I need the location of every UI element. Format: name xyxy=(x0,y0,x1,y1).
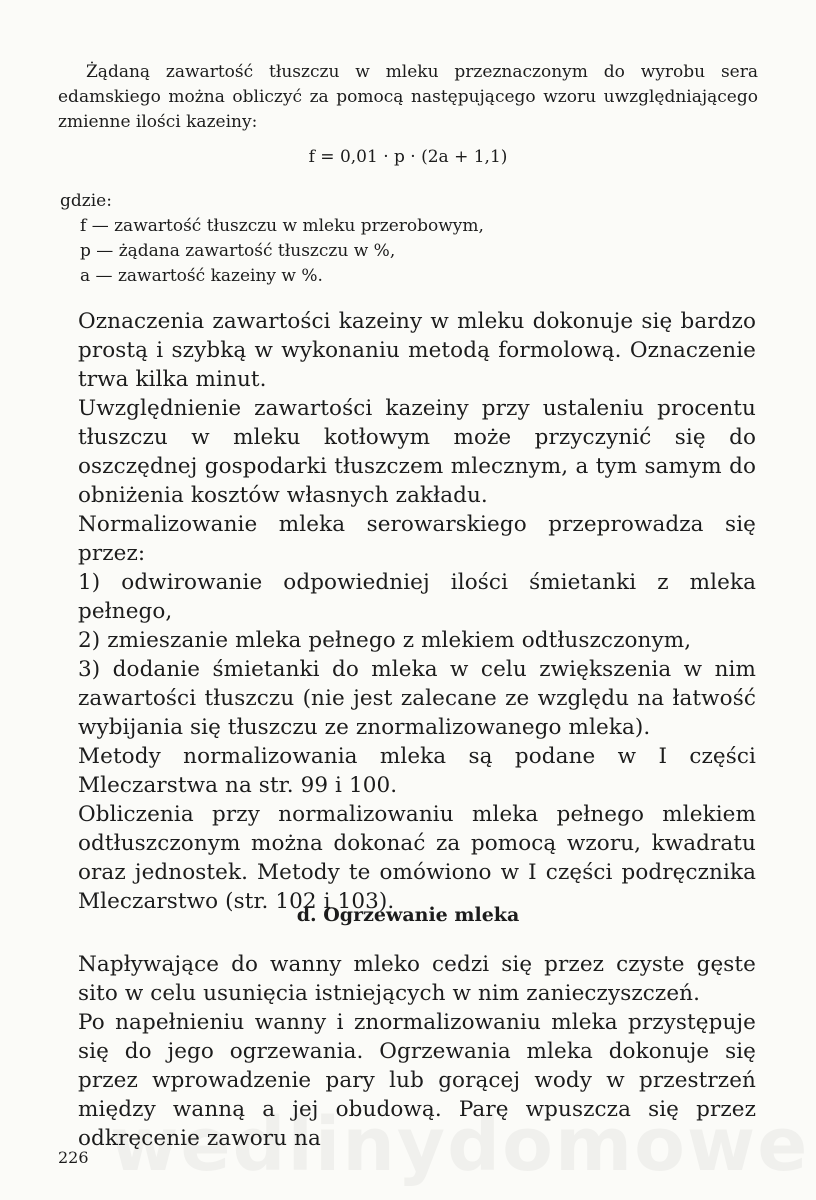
list-item-1: 1) odwirowanie odpowiedniej ilości śmietanki z mleka pełnego, xyxy=(78,570,756,624)
paragraph-normalization-intro: Normalizowanie mleka serowarskiego przeprowadza się przez: xyxy=(78,512,756,566)
definition-f: f — zawartość tłuszczu w mleku przerobowym, xyxy=(80,216,484,236)
paragraph-straining: Napływające do wanny mleko cedzi się przez czyste gęste sito w celu usunięcia istniejących w nim zanieczyszczeń. xyxy=(78,952,756,1006)
watermark xyxy=(110,1102,816,1188)
list-item-3: 3) dodanie śmietanki do mleka w celu zwiększenia w nim zawartości tłuszczu (nie jest zalecane ze względu na łatwość wybijania się tłuszczu ze znormalizowanego mleka). xyxy=(78,657,756,740)
paragraph-heating: Po napełnieniu wanny i znormalizowaniu mleka przystępuje się do jego ogrzewania. Ogrzewania mleka dokonuje się przez wprowadzenie pary lub gorącej wody w przestrzeń między wanną a jej obudową. Parę wpuszcza się przez odkręcenie zaworu na xyxy=(78,1010,756,1151)
paragraph-casein-determination: Oznaczenia zawartości kazeiny w mleku dokonuje się bardzo prostą i szybką w wykonaniu metodą formolową. Oznaczenie trwa kilka minut. xyxy=(78,309,756,392)
where-label: gdzie: xyxy=(60,191,112,211)
page-number: 226 xyxy=(58,1148,89,1167)
variable-definitions xyxy=(80,214,484,289)
paragraph-calculations: Obliczenia przy normalizowaniu mleka pełnego mlekiem odtłuszczonym można dokonać za pomocą wzoru, kwadratu oraz jednostek. Metody te omówiono w I części podręcznika Mleczarstwo (str. 102 i 103). xyxy=(78,802,756,914)
fat-formula: f = 0,01 · p · (2a + 1,1) xyxy=(308,147,508,167)
definition-p: p — żądana zawartość tłuszczu w %, xyxy=(80,241,396,261)
definition-a: a — zawartość kazeiny w %. xyxy=(80,266,323,286)
body-text xyxy=(78,307,756,916)
intro-paragraph xyxy=(58,60,758,135)
intro-text: Żądaną zawartość tłuszczu w mleku przeznaczonym do wyrobu sera edamskiego można obliczyć za pomocą następującego wzoru uwzględniającego zmienne ilości kazeiny: xyxy=(58,62,758,132)
section-heading: d. Ogrzewanie mleka xyxy=(296,904,520,926)
paragraph-methods-reference: Metody normalizowania mleka są podane w I części Mleczarstwa na str. 99 i 100. xyxy=(78,744,756,798)
paragraph-casein-benefit: Uwzględnienie zawartości kazeiny przy ustaleniu procentu tłuszczu w mleku kotłowym może przyczynić się do oszczędnej gospodarki tłuszczem mlecznym, a tym samym do obniżenia kosztów własnych zakładu. xyxy=(78,396,756,508)
list-item-2: 2) zmieszanie mleka pełnego z mlekiem odtłuszczonym, xyxy=(78,628,692,653)
